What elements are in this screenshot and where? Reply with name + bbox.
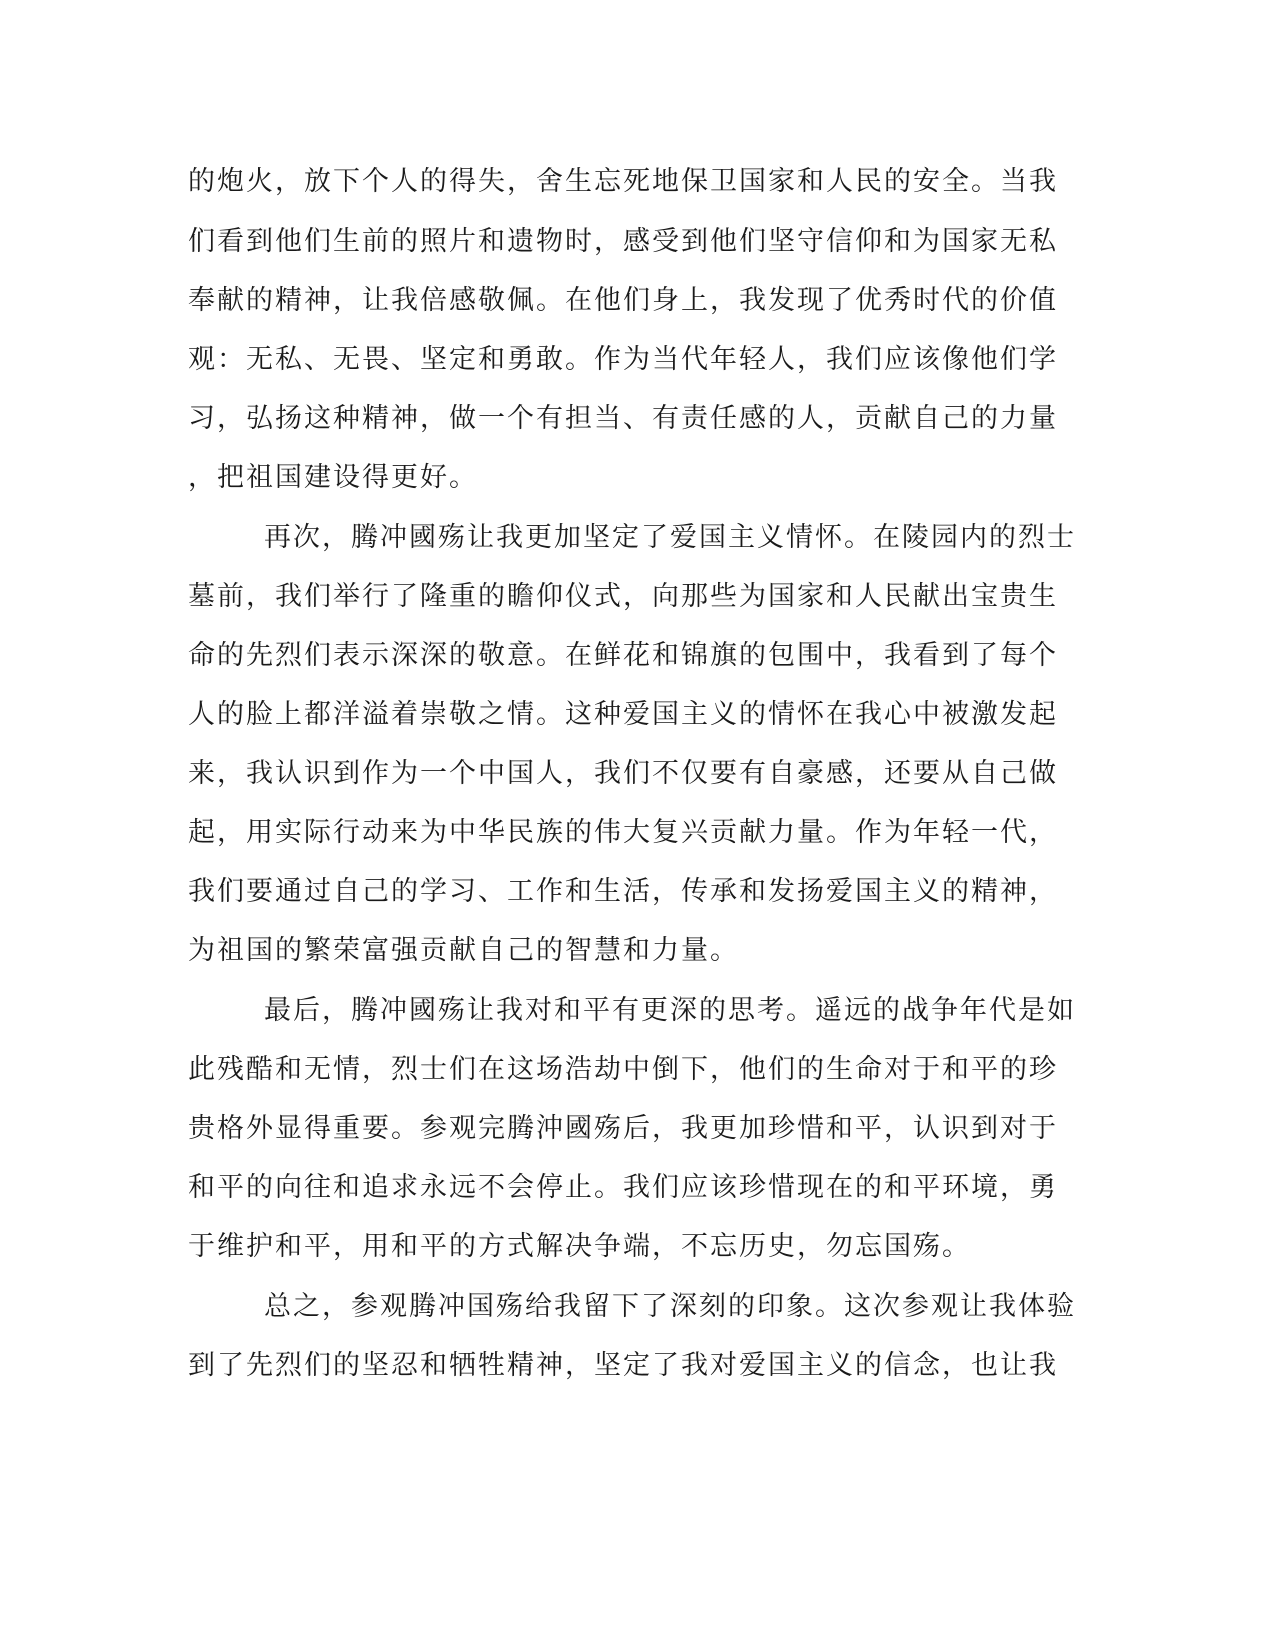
text-line: 到了先烈们的坚忍和牺牲精神，坚定了我对爱国主义的信念，也让我 bbox=[188, 1350, 1058, 1381]
text-line: 贵格外显得重要。参观完腾沖國殇后，我更加珍惜和平，认识到对于 bbox=[188, 1113, 1058, 1144]
text-line: 们看到他们生前的照片和遗物时，感受到他们坚守信仰和为国家无私 bbox=[188, 226, 1058, 257]
text-line: 的炮火，放下个人的得失，舍生忘死地保卫国家和人民的安全。当我 bbox=[188, 166, 1058, 197]
text-line: 观：无私、无畏、坚定和勇敢。作为当代年轻人，我们应该像他们学 bbox=[188, 344, 1058, 375]
text-line: 我们要通过自己的学习、工作和生活，传承和发扬爱国主义的精神， bbox=[188, 876, 1058, 907]
paragraph-first-line: 最后，腾冲國殇让我对和平有更深的思考。遥远的战争年代是如 bbox=[264, 995, 1076, 1026]
text-line: 起，用实际行动来为中华民族的伟大复兴贡献力量。作为年轻一代， bbox=[188, 817, 1058, 848]
text-line: 习，弘扬这种精神，做一个有担当、有责任感的人，贡献自己的力量 bbox=[188, 403, 1058, 434]
text-line: 为祖国的繁荣富强贡献自己的智慧和力量。 bbox=[188, 935, 739, 966]
text-line: 奉献的精神，让我倍感敬佩。在他们身上，我发现了优秀时代的价值 bbox=[188, 285, 1058, 316]
paragraph-first-line: 总之，参观腾冲国殇给我留下了深刻的印象。这次参观让我体验 bbox=[264, 1291, 1076, 1322]
text-line: 此残酷和无情，烈士们在这场浩劫中倒下，他们的生命对于和平的珍 bbox=[188, 1054, 1058, 1085]
text-line: ，把祖国建设得更好。 bbox=[188, 462, 478, 493]
text-line: 人的脸上都洋溢着崇敬之情。这种爱国主义的情怀在我心中被激发起 bbox=[188, 699, 1058, 730]
text-line: 命的先烈们表示深深的敬意。在鲜花和锦旗的包围中，我看到了每个 bbox=[188, 640, 1058, 671]
paragraph-first-line: 再次，腾冲國殇让我更加坚定了爱国主义情怀。在陵园内的烈士 bbox=[264, 522, 1076, 553]
text-line: 于维护和平，用和平的方式解决争端，不忘历史，勿忘国殇。 bbox=[188, 1231, 971, 1262]
text-line: 和平的向往和追求永远不会停止。我们应该珍惜现在的和平环境，勇 bbox=[188, 1172, 1058, 1203]
text-line: 墓前，我们举行了隆重的瞻仰仪式，向那些为国家和人民献出宝贵生 bbox=[188, 581, 1058, 612]
text-line: 来，我认识到作为一个中国人，我们不仅要有自豪感，还要从自己做 bbox=[188, 758, 1058, 789]
